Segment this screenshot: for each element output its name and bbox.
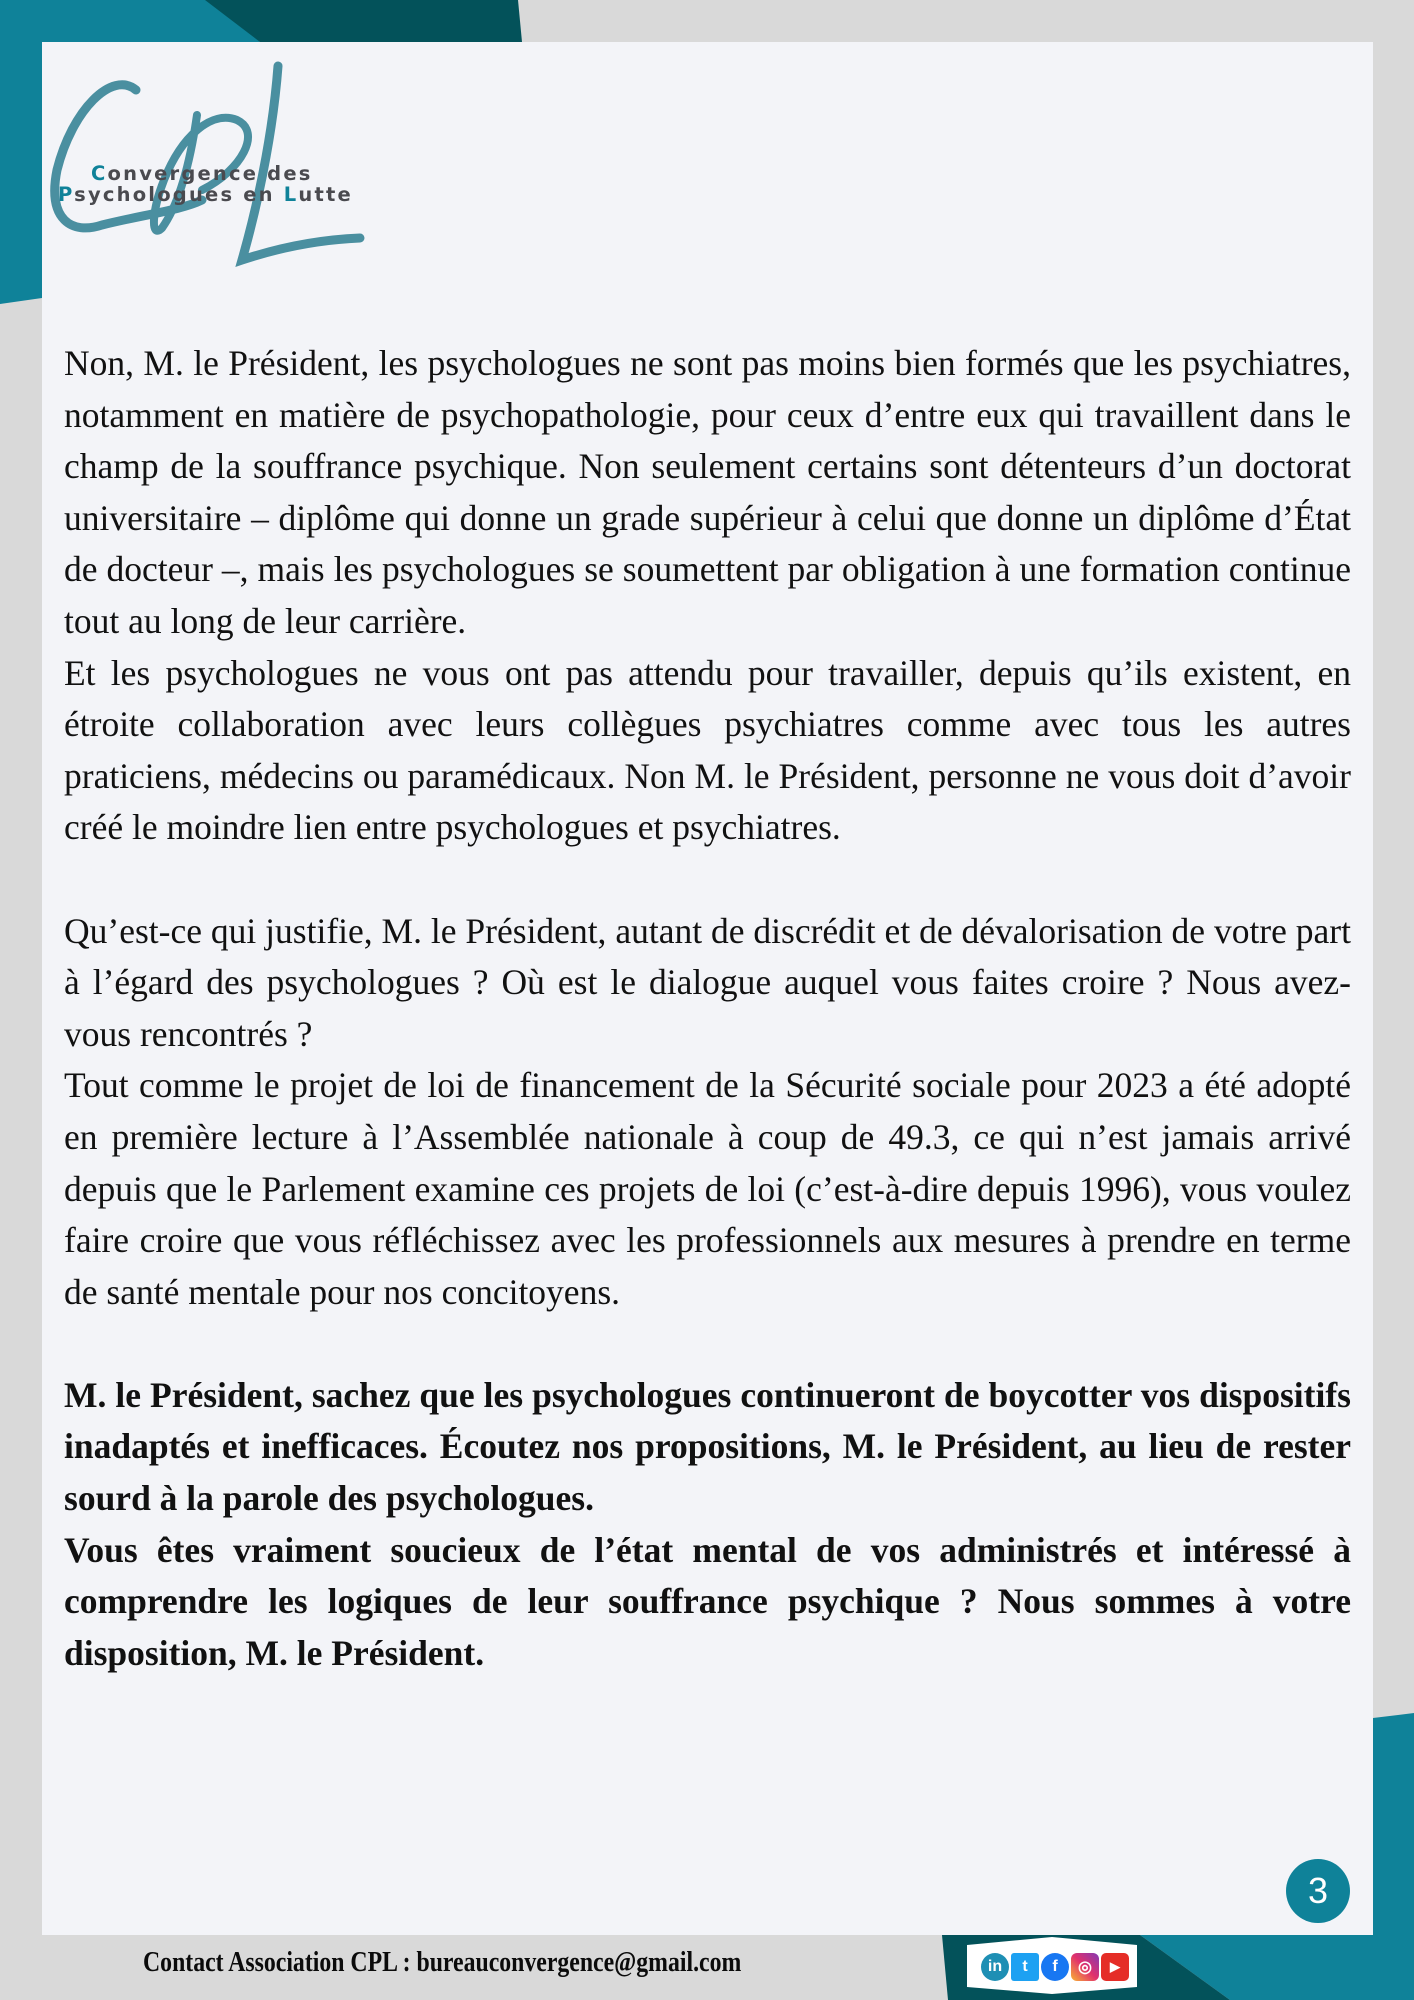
- paragraph-gap: [64, 854, 1351, 906]
- bold-paragraph: Vous êtes vraiment soucieux de l’état mental de vos administrés et intéressé à comprendre les logiques de leur souffrance psychique ? Nous sommes à votre disposition, M. le Président.: [64, 1529, 1351, 1673]
- paragraph: Non, M. le Président, les psychologues ne sont pas moins bien formés que les psychiatres, notamment en matière de psychopathologie, pour ceux d’entre eux qui travaillent dans le champ de la souffrance psychique. Non seulement certains sont détenteurs d’un doctorat universitaire – diplôme qui donne un grade supérieur à celui que donne un diplôme d’État de docteur –, mais les psychologues se soumettent par obligation à une formation continue tout au long de leur carrière.: [64, 343, 1351, 641]
- footer-contact: [143, 1946, 741, 1979]
- instagram-icon[interactable]: ◎: [1071, 1953, 1099, 1981]
- logo-wordmark: Convergence des Psychologues en Lutte: [58, 162, 353, 206]
- twitter-icon[interactable]: t: [1011, 1953, 1039, 1981]
- linkedin-icon[interactable]: in: [981, 1953, 1009, 1981]
- youtube-icon[interactable]: ▶: [1101, 1953, 1129, 1981]
- contact-label: Contact Association CPL :: [143, 1946, 411, 1978]
- paragraph: Tout comme le projet de loi de financement de la Sécurité sociale pour 2023 a été adopté en première lecture à l’Assemblée nationale à coup de 49.3, ce qui n’est jamais arrivé depuis que le Parlement examine ces projets de loi (c’est-à-dire depuis 1996), vous voulez faire croire que vous réfléchissez avec les professionnels aux mesures à prendre en terme de santé mentale pour nos concitoyens.: [64, 1065, 1351, 1312]
- bold-paragraph: M. le Président, sachez que les psychologues continueront de boycotter vos dispositifs inadaptés et inefficaces. Écoutez nos propositions, M. le Président, au lieu de rester sourd à la parole des psychologues.: [64, 1374, 1351, 1519]
- paragraph: Qu’est-ce qui justifie, M. le Président, autant de discrédit et de dévalorisation de votre part à l’égard des psychologues ? Où est le dialogue auquel vous faites croire ? Nous avez-vous rencontrés ?: [64, 910, 1351, 1054]
- letter-body: [64, 338, 1351, 1679]
- top-dark-teal-shape: [205, 0, 522, 42]
- social-links: [981, 1953, 1129, 1981]
- paragraph: Et les psychologues ne vous ont pas attendu pour travailler, depuis qu’ils existent, en étroite collaboration avec leurs collègues psychiatres comme avec tous les autres praticiens, médecins ou paramédicaux. Non M. le Président, personne ne vous doit d’avoir créé le moindre lien entre psychologues et psychiatres.: [64, 652, 1351, 848]
- facebook-icon[interactable]: f: [1041, 1953, 1069, 1981]
- contact-email-link[interactable]: bureauconvergence@gmail.com: [416, 1946, 742, 1978]
- page-number-badge: 3: [1286, 1859, 1350, 1923]
- paragraph-gap: [64, 1318, 1351, 1370]
